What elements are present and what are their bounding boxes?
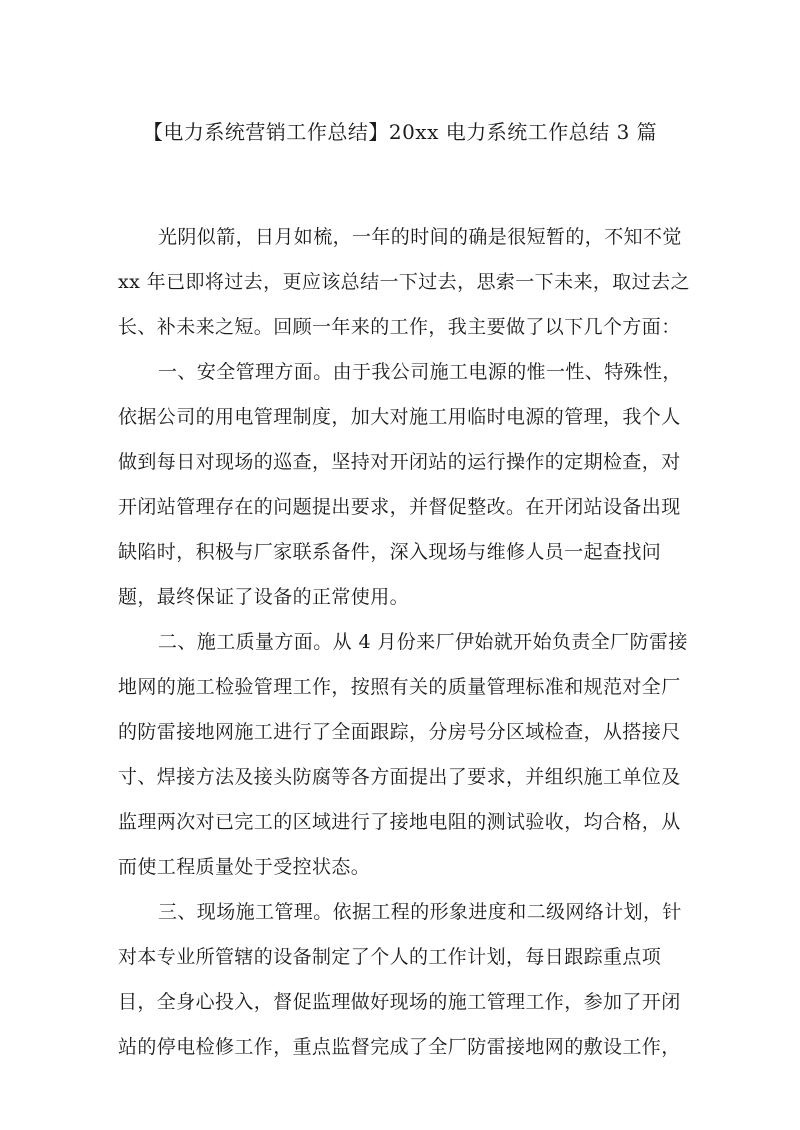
- document-title: 【电力系统营销工作总结】20xx 电力系统工作总结 3 篇: [142, 120, 658, 144]
- paragraph-line: 站的停电检修工作，重点监督完成了全厂防雷接地网的敷设工作，: [118, 1036, 681, 1058]
- paragraph-line: 长、补未来之短。回顾一年来的工作，我主要做了以下几个方面：: [118, 316, 681, 338]
- paragraph-line: 地网的施工检验管理工作，按照有关的质量管理标准和规范对全厂: [118, 676, 681, 698]
- paragraph-line: 目，全身心投入，督促监理做好现场的施工管理工作，参加了开闭: [118, 991, 681, 1013]
- paragraph-line: 做到每日对现场的巡查，坚持对开闭站的运行操作的定期检查，对: [118, 451, 681, 473]
- paragraph-line: 一、安全管理方面。由于我公司施工电源的惟一性、特殊性，: [158, 361, 682, 383]
- paragraph-line: 二、施工质量方面。从 4 月份来厂伊始就开始负责全厂防雷接: [158, 631, 688, 653]
- paragraph-line: 而使工程质量处于受控状态。: [118, 856, 371, 878]
- paragraph-line: xx 年已即将过去，更应该总结一下过去，思索一下未来，取过去之: [118, 271, 690, 293]
- paragraph-line: 三、现场施工管理。依据工程的形象进度和二级网络计划，针: [158, 901, 682, 923]
- paragraph-line: 寸、焊接方法及接头防腐等各方面提出了要求，并组织施工单位及: [118, 766, 681, 788]
- paragraph-line: 缺陷时，积极与厂家联系备件，深入现场与维修人员一起查找问: [118, 541, 662, 563]
- paragraph-line: 开闭站管理存在的问题提出要求，并督促整改。在开闭站设备出现: [118, 496, 681, 518]
- paragraph-line: 题，最终保证了设备的正常使用。: [118, 586, 410, 608]
- paragraph-line: 的防雷接地网施工进行了全面跟踪，分房号分区域检查，从搭接尺: [118, 721, 681, 743]
- paragraph-line: 监理两次对已完工的区域进行了接地电阻的测试验收，均合格，从: [118, 811, 681, 833]
- paragraph-line: 对本专业所管辖的设备制定了个人的工作计划，每日跟踪重点项: [118, 946, 662, 968]
- paragraph-line: 依据公司的用电管理制度，加大对施工用临时电源的管理，我个人: [118, 406, 681, 428]
- paragraph-line: 光阴似箭，日月如梳，一年的时间的确是很短暂的，不知不觉: [158, 226, 682, 248]
